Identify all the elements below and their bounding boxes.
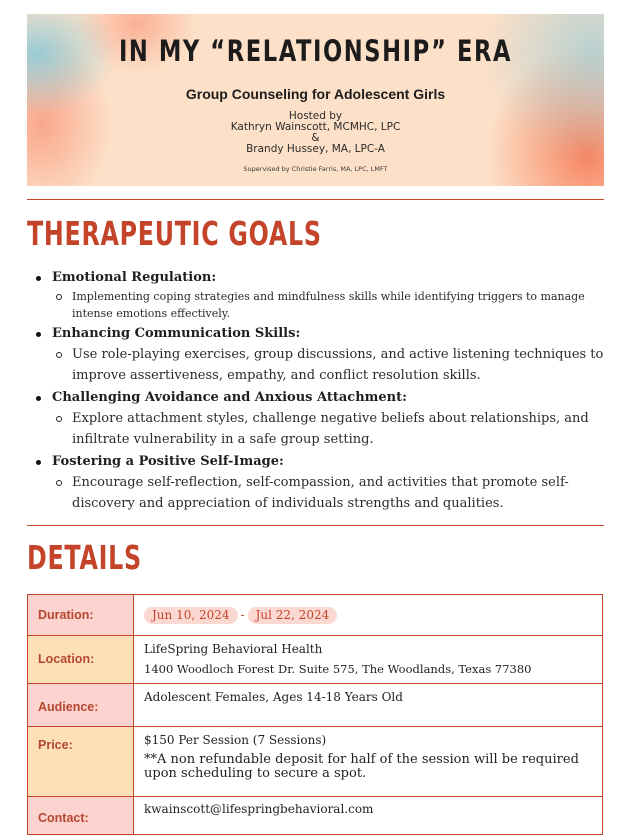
goals-heading: THERAPEUTIC GOALS <box>27 214 322 253</box>
goal-description: Encourage self-reflection, self-compassion, and activities that promote self-discovery and appreciation of individuals strengths and qualities. <box>72 472 606 514</box>
table-row <box>28 797 603 835</box>
goal-item <box>36 268 606 322</box>
page-subtitle: Group Counseling for Adolescent Girls <box>185 86 446 102</box>
goal-item <box>36 324 606 386</box>
price-note: **A non refundable deposit for half of the session will be required upon scheduling to secure a spot. <box>144 752 579 781</box>
goal-description: Explore attachment styles, challenge negative beliefs about relationships, and infiltrate vulnerability in a safe group setting. <box>72 408 606 450</box>
date-separator: - <box>240 608 245 622</box>
host-name-2: Brandy Hussey, MA, LPC-A <box>246 143 385 155</box>
duration-label: Duration: <box>28 595 134 636</box>
goals-list <box>36 268 606 516</box>
details-heading: DETAILS <box>27 538 142 577</box>
table-row <box>28 684 603 727</box>
contact-label: Contact: <box>28 797 134 835</box>
divider-middle <box>27 525 604 526</box>
price-value <box>134 727 603 797</box>
host-ampersand: & <box>311 132 320 144</box>
location-label: Location: <box>28 636 134 684</box>
location-address: 1400 Woodloch Forest Dr. Suite 575, The Woodlands, Texas 77380 <box>144 662 532 676</box>
audience-label: Audience: <box>28 684 134 727</box>
goal-description: Use role-playing exercises, group discussions, and active listening techniques to improve assertiveness, empathy, and conflict resolution skills. <box>72 344 606 386</box>
table-row <box>28 595 603 636</box>
table-row <box>28 727 603 797</box>
goal-description: Implementing coping strategies and mindfulness skills while identifying triggers to manage intense emotions effectively. <box>72 288 606 322</box>
goal-item <box>36 388 606 450</box>
audience-value: Adolescent Females, Ages 14-18 Years Old <box>134 684 603 727</box>
goal-heading: Challenging Avoidance and Anxious Attachment: <box>36 388 606 408</box>
host-name-1: Kathryn Wainscott, MCMHC, LPC <box>230 121 401 133</box>
goal-heading: Enhancing Communication Skills: <box>36 324 606 344</box>
price-amount: $150 Per Session (7 Sessions) <box>144 733 327 747</box>
goal-heading: Fostering a Positive Self-Image: <box>36 452 606 472</box>
divider-top <box>27 199 604 200</box>
end-date-chip[interactable]: Jul 22, 2024 <box>248 607 338 624</box>
header-banner <box>27 14 604 186</box>
details-table <box>27 594 603 835</box>
page-title: IN MY “RELATIONSHIP” ERA <box>118 34 513 68</box>
start-date-chip[interactable]: Jun 10, 2024 <box>144 607 238 624</box>
duration-value <box>134 595 603 636</box>
hosts-block <box>27 111 604 155</box>
location-value <box>134 636 603 684</box>
location-name: LifeSpring Behavioral Health <box>144 642 323 656</box>
hosted-by-label: Hosted by <box>288 110 343 122</box>
goal-heading: Emotional Regulation: <box>36 268 606 288</box>
goal-item <box>36 452 606 514</box>
supervisor-line: Supervised by Christie Farris, MA, LPC, LMFT <box>243 165 388 173</box>
contact-email-link[interactable]: kwainscott@lifespringbehavioral.com <box>134 797 603 835</box>
table-row <box>28 636 603 684</box>
price-label: Price: <box>28 727 134 797</box>
